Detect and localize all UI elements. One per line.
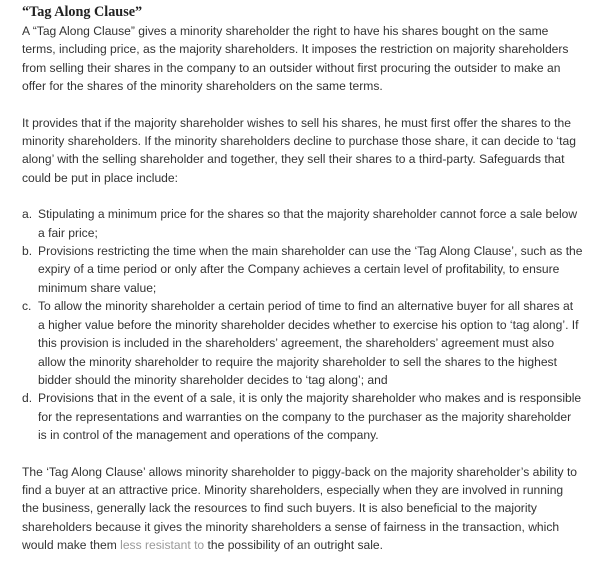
list-item-text: Provisions that in the event of a sale, it is only the majority shareholder who makes and is responsible for the representations and warranties on the company to the purchaser as the majority shareholder is in control of the management and operations of the company.: [38, 391, 582, 443]
paragraph-provisions: It provides that if the majority shareholder wishes to sell his shares, he must first offer the shares to the minority shareholders. If the minority shareholders decline to purchase those share, it can decide to ‘tag along’ with the selling shareholder and together, they sell their shares to a third-party. Safeguards that could be put in place include:: [22, 115, 576, 185]
paragraph-benefits-tail: the possibility of an outright sale.: [204, 538, 383, 553]
list-marker: b.: [22, 244, 33, 259]
list-item: [22, 205, 583, 242]
paragraph-definition: A “Tag Along Clause” gives a minority shareholder the right to have his shares bought on the same terms, including price, as the majority shareholders. It imposes the restriction on majority shareholders from selling their shares in the company to an outsider without first procuring the outsider to make an offer for the shares of the minority shareholders on the same terms.: [22, 24, 569, 94]
list-item-text: To allow the minority shareholder a certain period of time to find an alternative buyer for all shares at a higher value before the minority shareholder decides whether to exercise his option to ‘tag along’. If this provision is included in the shareholders’ agreement, the shareholders’ agreement must also allow the minority shareholder to require the majority shareholder to sell the shares to the highest bidder should the minority shareholder decides to ‘tag along’; and: [38, 299, 579, 387]
list-marker: c.: [22, 299, 32, 314]
list-marker: a.: [22, 207, 33, 222]
paragraph-benefits: [22, 463, 583, 555]
list-item: [22, 389, 583, 444]
list-marker: d.: [22, 391, 33, 406]
list-item: [22, 242, 583, 297]
safeguards-list: [22, 205, 583, 444]
article-title: “Tag Along Clause”: [22, 4, 143, 20]
watermark-overlay-text: less resistant to: [120, 538, 205, 553]
paragraph-benefits-lead: The ‘Tag Along Clause’ allows minority shareholder to piggy-back on the majority shareholder’s ability to find a buyer at an attractive price. Minority shareholders, especially when they are involved in running the business, generally lack the resources to find such buyers. It is also beneficial to the majority shareholders because it gives the minority shareholders a sense of fairness in the transaction, which would make them: [22, 464, 578, 553]
list-item: [22, 297, 583, 389]
list-item-text: Stipulating a minimum price for the shares so that the majority shareholder cannot force a sale below a fair price;: [38, 207, 578, 240]
list-item-text: Provisions restricting the time when the main shareholder can use the ‘Tag Along Clause’, such as the expiry of a time period or only after the Company achieves a certain level of profitability, to ensure minimum share value;: [38, 244, 583, 295]
